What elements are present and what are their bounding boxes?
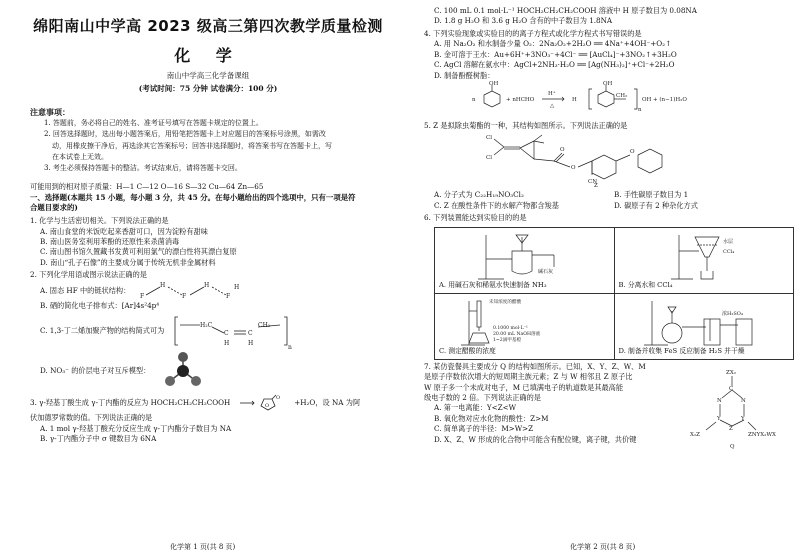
q5-figure-label: Z bbox=[594, 182, 598, 187]
note-2-cont2: 在本试卷上无效。 bbox=[52, 152, 108, 161]
svg-text:CH₂: CH₂ bbox=[258, 322, 271, 330]
indicator-label: 1~2滴甲基橙 bbox=[493, 337, 522, 343]
question-4 bbox=[424, 29, 780, 119]
q7-option-a: A. 第一电离能：Y<Z<W bbox=[434, 403, 517, 413]
svg-text:Y: Y bbox=[717, 415, 721, 422]
q5-options-row2 bbox=[424, 201, 780, 211]
q2-option-a bbox=[30, 281, 386, 301]
svg-text:H: H bbox=[204, 281, 210, 289]
svg-text:O: O bbox=[276, 395, 281, 402]
q7-option-b: B. 氧化物对应水化物的酸性：Z>M bbox=[434, 413, 549, 423]
page-footer-right: 化学第 2 页(共 8 页) bbox=[570, 542, 636, 551]
svg-text:F: F bbox=[140, 292, 145, 300]
q4-option-c: C. AgCl 溶解在氨水中：AgCl+2NH₃·H₂O ══ [Ag(NH₃)₂]⁺+Cl⁻+2H₂O bbox=[434, 60, 675, 70]
question-1 bbox=[30, 216, 386, 268]
svg-text:O: O bbox=[265, 403, 270, 410]
hf-chain-figure bbox=[138, 281, 248, 301]
polybutadiene-figure bbox=[172, 311, 292, 351]
question-2 bbox=[30, 270, 386, 391]
note-1: 1. 答题前，务必将自己的姓名、准考证号填写在答题卡规定的位置上。 bbox=[44, 119, 263, 128]
svg-text:F: F bbox=[226, 292, 231, 300]
q4-option-b: B. 金可溶于王水：Au+6H⁺+3NO₃⁻+4Cl⁻ ══ [AuCl₄]⁻+3NO₂↑+3H₂O bbox=[434, 49, 677, 59]
note-3: 3. 考生必须保持答题卡的整洁。考试结束后，请将答题卡交回。 bbox=[44, 164, 242, 173]
notes-title: 注意事项： bbox=[30, 106, 70, 117]
svg-text:C: C bbox=[248, 330, 253, 338]
page-right bbox=[400, 0, 800, 556]
svg-text:H: H bbox=[234, 283, 240, 291]
q5-options-row1 bbox=[424, 190, 780, 200]
q3-stem-1: 3. γ-羟基丁酸生成 γ-丁内酯的反应为 HOCH₂CH₂CH₂COOH bbox=[30, 397, 231, 407]
pyrethroid-structure-figure bbox=[474, 131, 754, 187]
ring-top-label: ZX₂ bbox=[726, 369, 736, 376]
q4-stem: 4. 下列实验现象或实验目的的离子方程式或化学方程式书写错误的是 bbox=[424, 28, 642, 38]
q4-option-d: D. 制备酚醛树脂： bbox=[434, 70, 495, 80]
q7-option-d: D. X、Z、W 形成的化合物中可能含有配位键，离子键，共价键 bbox=[434, 434, 637, 444]
svg-text:C: C bbox=[224, 330, 229, 338]
svg-text:O: O bbox=[560, 146, 565, 153]
svg-text:OH: OH bbox=[603, 81, 613, 88]
apparatus-b bbox=[614, 227, 794, 293]
q2-option-d bbox=[30, 351, 386, 391]
acetic-acid-label: 未知浓度的醋酸 bbox=[489, 299, 522, 305]
q3-stem-2: 伏加德罗常数的值。下列说法正确的是 bbox=[30, 413, 153, 423]
q3-stem-line bbox=[30, 393, 386, 413]
phenol-formaldehyde-figure bbox=[464, 81, 724, 115]
q1-option-b: B. 南山医务室利用苯酚的还原性来杀菌消毒 bbox=[40, 237, 180, 246]
svg-text:n: n bbox=[288, 344, 293, 352]
q2-option-c bbox=[30, 311, 386, 351]
q7-stem-4: 级电子数的 2 倍。下列说法正确的是 bbox=[424, 393, 541, 402]
q7-option-c: C. 简单离子的半径：M>W>Z bbox=[434, 424, 534, 434]
naoh-conc-label: 0.1000 mol·L⁻¹ bbox=[493, 325, 529, 331]
page-footer-left: 化学第 1 页(共 8 页) bbox=[170, 542, 236, 551]
atomic-masses: 可能用到的相对原子质量：H—1 C—12 O—16 S—32 Cu—64 Zn—65 bbox=[30, 182, 264, 192]
question-3 bbox=[30, 393, 386, 444]
q7-stem-3: W 原子多一个未成对电子，M 已填满电子的轨道数是其最高能 bbox=[424, 382, 624, 392]
svg-text:Z: Z bbox=[729, 425, 733, 432]
separatory-funnel-figure bbox=[649, 231, 759, 283]
question-6 bbox=[424, 213, 780, 359]
question-7 bbox=[424, 362, 780, 455]
svg-text:F: F bbox=[182, 292, 187, 300]
note-2-cont: 动，用橡皮擦干净后，再选涂其它答案标号；回答非选择题时，将答案书写在答题卡上，写 bbox=[52, 141, 332, 150]
question-5 bbox=[424, 121, 780, 212]
apparatus-d-caption: D. 制备并收集 FeS 反应制备 H₂S 并干燥 bbox=[618, 346, 745, 355]
svg-text:H: H bbox=[572, 97, 577, 104]
q5-option-a: A. 分子式为 C₂₂H₁₉NO₃Cl₂ bbox=[434, 190, 524, 200]
exam-meta: (考试时间：75 分钟 试卷满分：100 分) bbox=[138, 83, 278, 93]
melamine-ring-figure bbox=[690, 362, 790, 452]
q2-a-text: A. 固态 HF 中的链状结构： bbox=[40, 285, 131, 295]
ring-right-label: ZNYX₂WX bbox=[748, 431, 776, 438]
ccl4-label: CCl₄ bbox=[722, 248, 735, 255]
q5-stem: 5. Z 是拟除虫菊酯的一种，其结构如图所示。下列说法正确的是 bbox=[424, 120, 628, 130]
q2-option-b: B. 硒的简化电子排布式：[Ar]4s²4p⁴ bbox=[40, 300, 160, 310]
apparatus-d bbox=[614, 293, 794, 359]
svg-text:n: n bbox=[638, 107, 642, 114]
organizer: 南山中学高三化学备课组 bbox=[166, 70, 250, 80]
svg-text:H⁺: H⁺ bbox=[548, 91, 556, 98]
apparatus-a bbox=[435, 227, 615, 293]
q3-option-c: C. 100 mL 0.1 mol·L⁻¹ HOCH₂CH₂CH₂COOH 溶液中 H 原子数目为 0.08NA bbox=[434, 6, 697, 15]
svg-text:H: H bbox=[160, 281, 166, 289]
q7-text bbox=[424, 362, 690, 455]
water-layer-label: 水层 bbox=[722, 238, 733, 245]
conc-h2so4-label: 浓H₂SO₄ bbox=[721, 310, 743, 317]
q3-option-d: D. 1.8 g H₂O 和 3.6 g H₂O 含有的中子数目为 1.8NA bbox=[434, 16, 613, 26]
q3-option-a: A. 1 mol γ-羟基丁酸充分反应生成 γ-丁内酯分子数目为 NA bbox=[40, 423, 232, 433]
exam-title: 绵阳南山中学高 2023 级高三第四次教学质量检测 bbox=[33, 17, 383, 35]
svg-text:Y: Y bbox=[741, 415, 745, 422]
svg-text:O: O bbox=[571, 164, 576, 171]
q1-option-d: D. 南山“孔子石像”的主要成分属于传统无机非金属材料 bbox=[40, 257, 216, 267]
reaction-arrow-lactone bbox=[238, 393, 286, 413]
note-2: 2. 回答选择题时，选出每小题答案后，用铅笔把答题卡上对应题目的答案标号涂黑，如需改 bbox=[44, 130, 326, 139]
section-1-head-2: 合题目要求的) bbox=[30, 203, 78, 213]
q1-option-c: C. 南山图书馆久置藏书发黄可利用氯气的漂白性将其漂白复原 bbox=[40, 247, 237, 257]
q2-stem: 2. 下列化学用语或图示说法正确的是 bbox=[30, 270, 147, 280]
q1-option-a: A. 南山食堂的米饭吃起来香甜可口，因为淀粉有甜味 bbox=[40, 226, 208, 236]
svg-text:O: O bbox=[630, 148, 635, 155]
apparatus-table bbox=[434, 227, 794, 360]
apparatus-a-caption: A. 用碱石灰和稀氨水快速制备 NH₃ bbox=[439, 280, 547, 289]
q5-option-b: B. 手性碳原子数目为 1 bbox=[614, 190, 689, 200]
q5-option-c: C. Z 在酸性条件下的水解产物都含羧基 bbox=[434, 200, 559, 210]
q7-stem-1: 7. 某仿瓷餐具主要成分 Q 的结构如图所示。已知，X、Y、Z、W、M bbox=[424, 361, 646, 371]
svg-text:OH + (n−1)H₂O: OH + (n−1)H₂O bbox=[642, 97, 687, 104]
q5-option-d: D. 碳原子有 2 种杂化方式 bbox=[614, 200, 698, 210]
ring-left-label: X₂Z bbox=[690, 431, 700, 438]
svg-text:CN: CN bbox=[588, 178, 598, 185]
q2-d-text: D. NO₃⁻ 的价层电子对互斥模型： bbox=[40, 365, 151, 375]
titration-figure bbox=[449, 297, 599, 349]
svg-text:Cl: Cl bbox=[486, 134, 492, 141]
apparatus-c-caption: C. 测定醋酸的浓度 bbox=[439, 346, 496, 355]
svg-text:C: C bbox=[729, 385, 734, 392]
nh3-label: 碱石灰 bbox=[538, 268, 554, 275]
svg-text:+ nHCHO: + nHCHO bbox=[506, 97, 535, 104]
svg-text:n: n bbox=[472, 97, 476, 104]
svg-text:Cl: Cl bbox=[486, 154, 492, 161]
vsepr-model-figure bbox=[158, 351, 208, 391]
q2-c-text: C. 1,3-丁二烯加聚产物的结构简式可为 bbox=[40, 325, 165, 335]
q7-figure bbox=[690, 362, 780, 455]
svg-text:CH₂: CH₂ bbox=[616, 93, 628, 100]
q4-option-a: A. 用 Na₂O₂ 和水制备少量 O₂：2Na₂O₂+2H₂O ══ 4Na⁺+4OH⁻+O₂↑ bbox=[434, 39, 672, 49]
q3-option-b: B. γ-丁内酯分子中 σ 键数目为 6NA bbox=[40, 434, 157, 444]
svg-text:H₂C: H₂C bbox=[200, 322, 213, 330]
svg-text:△: △ bbox=[550, 103, 555, 110]
apparatus-c bbox=[435, 293, 615, 359]
apparatus-b-caption: B. 分离水和 CCl₄ bbox=[618, 280, 673, 289]
nh3-apparatus-figure bbox=[464, 231, 584, 283]
subject-title: 化 学 bbox=[174, 45, 242, 65]
svg-text:OH: OH bbox=[489, 81, 499, 88]
q3-stem-1b: +H₂O，设 NA 为阿 bbox=[294, 397, 361, 407]
section-1-head: 一、选择题(本题共 15 小题，每小题 3 分，共 45 分。在每小题给出的四个选项中，只有一项是符 bbox=[30, 192, 356, 202]
svg-text:H: H bbox=[224, 340, 230, 348]
svg-text:N: N bbox=[741, 397, 746, 404]
ring-q-label: Q bbox=[730, 443, 735, 450]
h2s-apparatus-figure bbox=[634, 297, 774, 349]
q6-stem: 6. 下列装置能达到实验目的的是 bbox=[424, 213, 527, 223]
q1-stem: 1. 化学与生活密切相关。下列说法正确的是 bbox=[30, 216, 169, 226]
svg-text:N: N bbox=[717, 397, 722, 404]
naoh-vol-label: 20.00 mL NaOH溶液 bbox=[493, 331, 541, 337]
q7-stem-2: 是原子序数依次增大的短周期主族元素；Z 与 W 相邻且 Z 原子比 bbox=[424, 372, 633, 382]
svg-text:H: H bbox=[248, 340, 254, 348]
